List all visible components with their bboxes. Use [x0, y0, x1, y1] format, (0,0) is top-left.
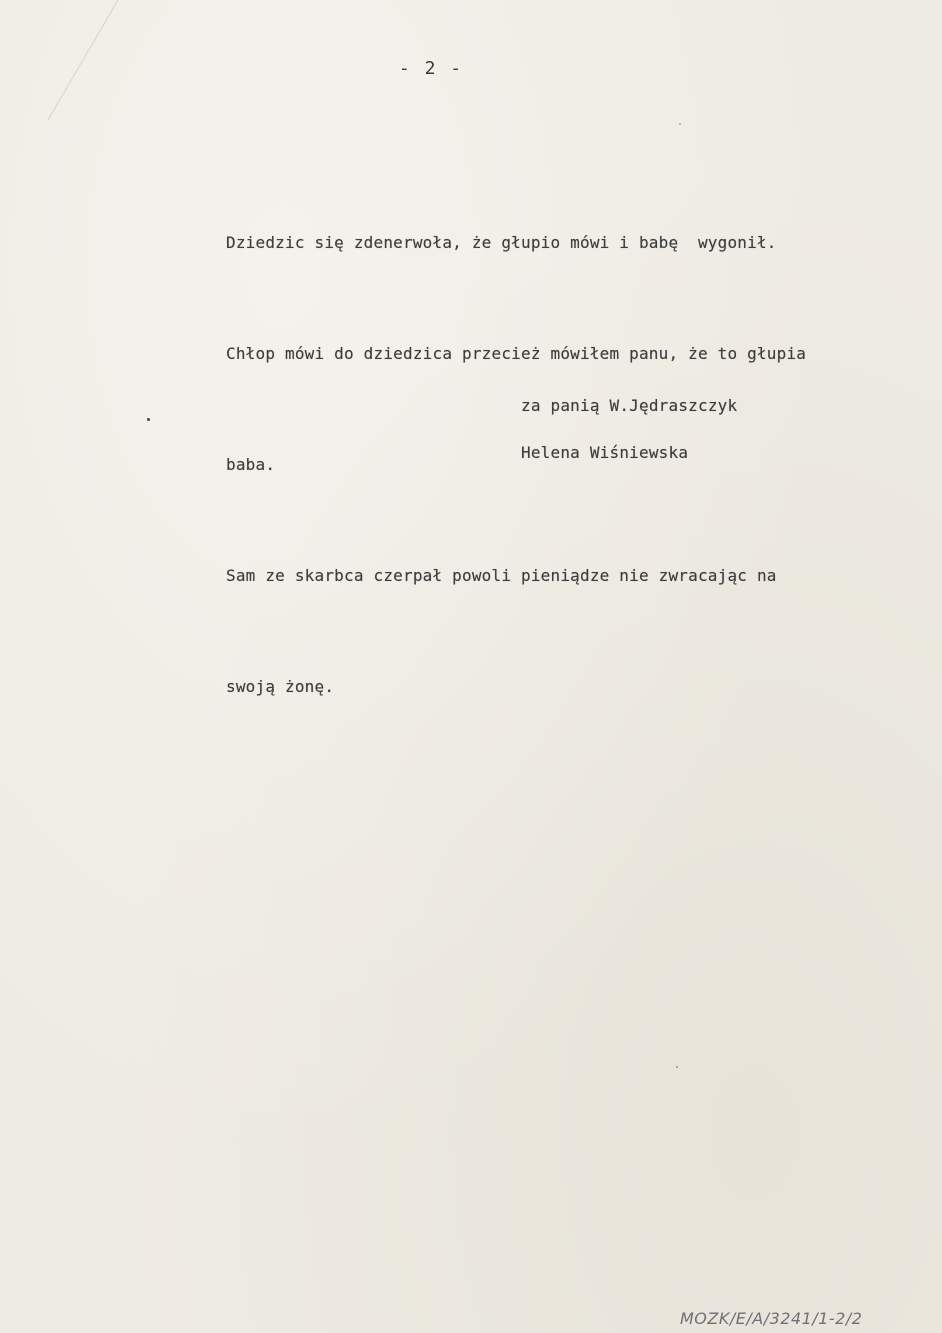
body-text [226, 150, 806, 779]
archive-reference-mark: MOZK/E/A/3241/1-2/2 [680, 1309, 863, 1328]
ink-speck [679, 123, 681, 125]
body-line: Sam ze skarbca czerpał powoli pieniądze nie zwracając na [226, 566, 777, 585]
signature-attribution: za panią W.Jędraszczyk [521, 396, 738, 415]
body-line: baba. [226, 455, 276, 474]
body-line: swoją żonę. [226, 677, 335, 696]
body-line: Dziedzic się zdenerwoła, że głupio mówi i babę wygonił. [226, 233, 777, 252]
ink-speck [147, 418, 150, 421]
ink-speck [676, 1066, 678, 1068]
page-number: - 2 - [398, 58, 464, 79]
signature-name: Helena Wiśniewska [521, 443, 689, 462]
body-line: Chłop mówi do dziedzica przecież mówiłem panu, że to głupia [226, 344, 807, 363]
